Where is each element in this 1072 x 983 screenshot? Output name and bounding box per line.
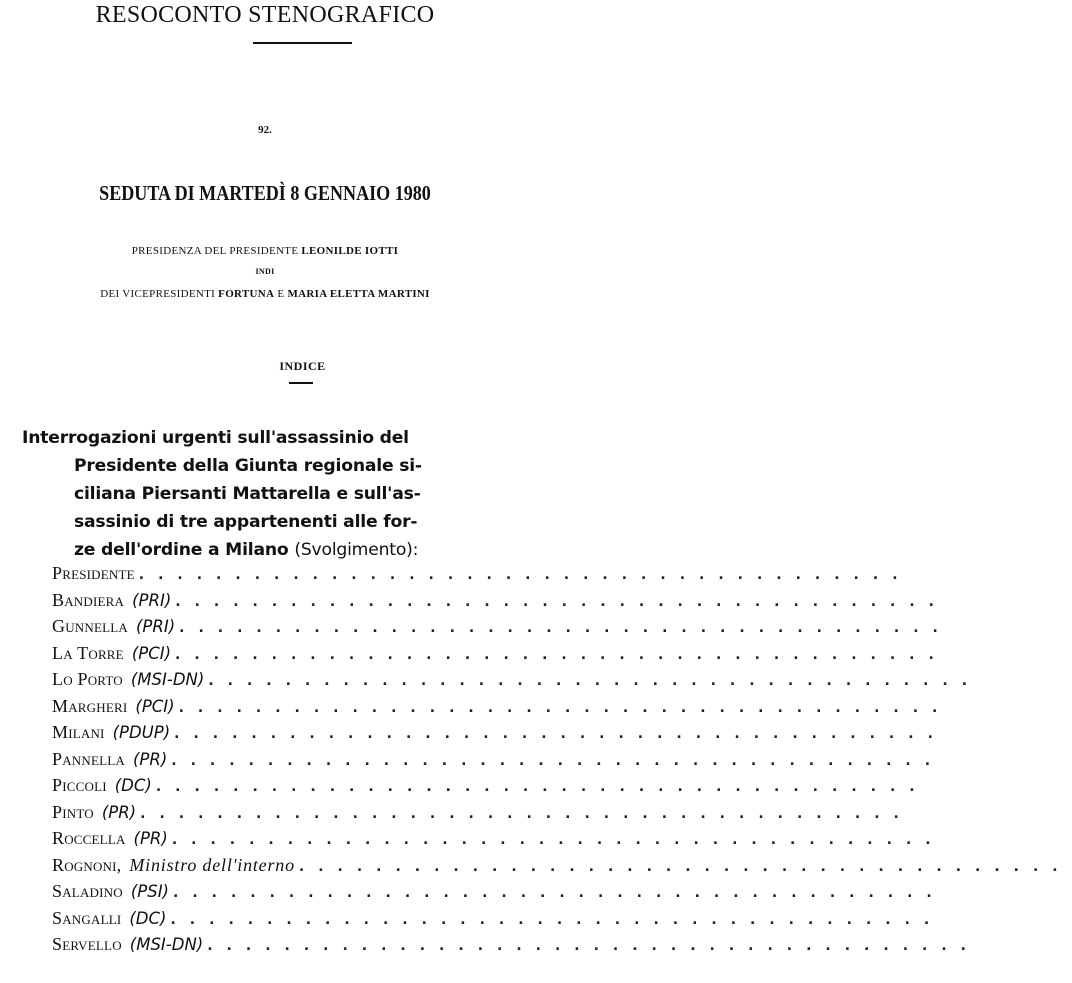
title-divider [253,42,352,44]
vicepresidency-line [0,288,530,300]
speaker-entry [52,772,929,799]
topic-line: Presidente della Giunta regionale si- [74,456,422,476]
speaker-name: Piccoli [52,775,107,795]
speaker-name: Servello [52,934,122,954]
speaker-entry [52,878,946,905]
speaker-name: Margheri [52,695,128,716]
speaker-role: Ministro dell'interno [129,854,295,875]
dot-leader: ........................................ [155,779,929,795]
dot-leader: ........................................ [175,593,948,610]
speaker-entry [52,640,948,667]
presidency-indi: INDI [255,267,275,276]
vicepresident-name-1: FORTUNA [218,288,275,300]
speaker-name: Lo Porto [52,669,123,689]
speaker-party: (PRI) [132,590,172,610]
vicepresidency-prefix: DEI VICEPRESIDENTI [100,288,216,300]
topic-line: Interrogazioni urgenti sull'assassinio del [22,428,409,448]
speaker-party: (PCI) [131,643,172,663]
speaker-party: (PCI) [135,696,175,716]
speaker-party: (MSI-DN) [130,670,205,689]
topic-line-normal: (Svolgimento): [294,540,419,560]
speaker-party: (PDUP) [112,723,171,742]
dot-leader: ........................................ [175,646,948,663]
speaker-name: Sangalli [52,907,122,928]
session-title: SEDUTA DI MARTEDÌ 8 GENNAIO 1980 [99,181,431,205]
topic-line: ciliana Piersanti Mattarella e sull'as- [74,484,421,504]
topic-line-bold: ze dell'ordine a Milano [74,540,289,560]
speaker-entry [52,560,912,587]
dot-leader: ........................................ [173,885,946,901]
dot-leader: ........................................ [174,726,947,742]
vicepresidency-conjunction: E [277,288,285,300]
speaker-entry [52,693,952,720]
speaker-name: Pinto [52,801,94,822]
speaker-entry [52,799,913,826]
speaker-party: (PRI) [135,617,176,636]
speaker-entry [52,825,945,852]
speaker-entry [52,852,1072,879]
index-topic [22,424,502,564]
speaker-name: Presidente [52,563,135,583]
dot-leader: ........................................ [140,805,913,822]
dot-leader: ........................................ [170,911,944,928]
dot-leader: ........................................ [179,620,952,636]
speaker-entry [52,613,952,640]
speaker-entry [52,931,980,958]
speaker-party: (DC) [129,908,167,928]
speaker-name: Milani [52,722,105,742]
speaker-party: (PR) [101,802,137,822]
speaker-party: (PSI) [130,882,169,901]
speaker-entry [52,719,947,746]
speaker-name: Pannella [52,748,125,769]
speaker-name: Bandiera [52,589,125,610]
dot-leader: ........................................ [171,752,945,769]
topic-line: sassinio di tre appartenenti alle for- [74,512,418,532]
speaker-entry [52,587,948,614]
presidency-prefix: PRESIDENZA DEL PRESIDENTE [131,245,299,257]
speaker-name: Saladino [52,881,123,901]
speaker-name: Roccella [52,828,126,848]
speaker-party: (PR) [133,749,168,769]
speaker-name: La Torre [52,642,124,663]
speaker-list [52,560,1072,958]
speaker-party: (DC) [114,776,152,795]
dot-leader: ........................................ [208,673,982,689]
speaker-entry [52,905,944,932]
speaker-party: (PR) [133,829,168,848]
president-name: LEONILDE IOTTI [301,245,399,257]
presidency-line [0,245,530,257]
speaker-name: Gunnella [52,616,128,636]
document-title: RESOCONTO STENOGRAFICO [95,2,435,28]
dot-leader: ........................................ [171,832,945,848]
session-number: 92. [258,124,272,136]
dot-leader: ........................................ [178,699,952,716]
index-heading: INDICE [279,359,326,373]
speaker-entry [52,666,982,693]
dot-leader: ........................................ [138,567,912,583]
dot-leader: ........................................ [207,938,980,954]
vicepresident-name-2: MARIA ELETTA MARTINI [287,288,430,300]
index-divider [289,382,313,384]
speaker-entry [52,746,945,773]
speaker-party: (MSI-DN) [129,935,204,954]
dot-leader: ........................................ [298,858,1072,875]
speaker-name: Rognoni, [52,854,122,875]
